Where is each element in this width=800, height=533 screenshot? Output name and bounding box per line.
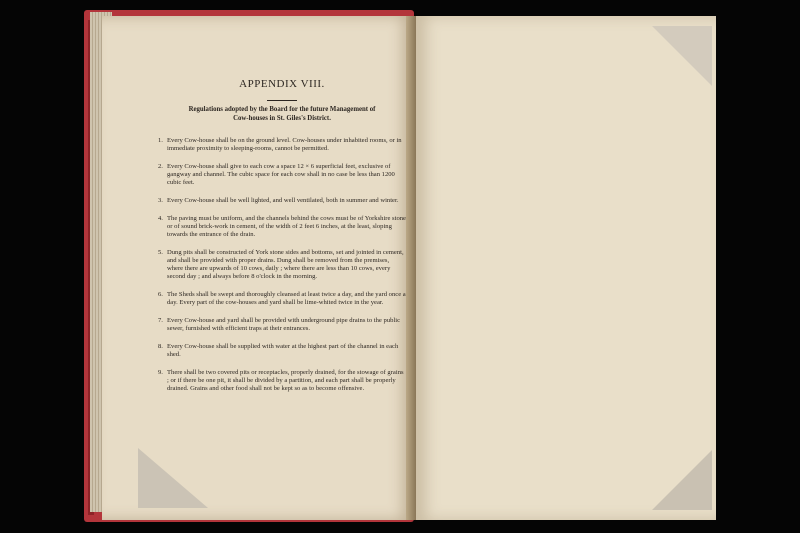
item-number: 4. xyxy=(158,215,163,222)
title-rule xyxy=(267,100,297,101)
item-number: 3. xyxy=(158,197,163,204)
item-number: 5. xyxy=(158,249,163,256)
left-page xyxy=(102,16,413,520)
regulations-list xyxy=(158,137,406,393)
list-item xyxy=(158,249,406,281)
item-text: The paving must be uniform, and the channels behind the cows must be of Yorkshire stone or of sound brick-work in cement, of the width of 2 feet 6 inches, at the least, sloping towards the entrance of the drain. xyxy=(167,215,406,238)
list-item xyxy=(158,163,406,187)
item-number: 2. xyxy=(158,163,163,170)
list-item xyxy=(158,317,406,333)
list-item xyxy=(158,197,406,205)
list-item xyxy=(158,291,406,307)
item-number: 8. xyxy=(158,343,163,350)
item-number: 7. xyxy=(158,317,163,324)
item-text: Dung pits shall be constructed of York stone sides and bottoms, set and jointed in cement, and shall be provided with proper drains. Dung shall be removed from the premises, where there are upwards of 10 cows, daily ; where there are less than 10 cows, every second day ; and always before 8 o'clock in the morning. xyxy=(167,249,404,280)
list-item xyxy=(158,137,406,153)
item-text: Every Cow-house shall be well lighted, and well ventilated, both in summer and winter. xyxy=(167,197,399,204)
page-title: APPENDIX VIII. xyxy=(239,78,325,90)
page-content xyxy=(158,78,406,403)
subtitle-line-1: Regulations adopted by the Board for the future Management of xyxy=(188,106,376,113)
photo-corner-bottom-left xyxy=(138,448,208,508)
photo-corner-bottom-right xyxy=(652,450,712,510)
subtitle-line-2: Cow-houses in St. Giles's District. xyxy=(233,115,331,122)
list-item xyxy=(158,215,406,239)
item-text: The Sheds shall be swept and thoroughly cleansed at least twice a day, and the yard once a day. Every part of the cow-houses and yard shall be lime-whited twice in the year. xyxy=(167,291,406,306)
open-book xyxy=(84,10,716,522)
photo-corner-top-right xyxy=(652,26,712,86)
list-item xyxy=(158,369,406,393)
book-gutter xyxy=(406,16,416,520)
item-text: Every Cow-house shall be supplied with water at the highest part of the channel in each shed. xyxy=(167,343,399,358)
right-page-blank xyxy=(416,16,716,520)
list-item xyxy=(158,343,406,359)
item-number: 9. xyxy=(158,369,163,376)
item-text: Every Cow-house shall be on the ground level. Cow-houses under inhabited rooms, or in immediate proximity to sleeping-rooms, cannot be permitted. xyxy=(167,137,402,152)
item-text: There shall be two covered pits or receptacles, properly drained, for the stowage of grains ; or if there be one pit, it shall be divided by a partition, and each part shall be properly drained. Grains and other food shall not be kept so as to become offensive. xyxy=(167,369,404,392)
item-number: 1. xyxy=(158,137,163,144)
item-text: Every Cow-house and yard shall be provided with underground pipe drains to the public sewer, furnished with efficient traps at their entrances. xyxy=(167,317,400,332)
page-subtitle xyxy=(158,105,406,123)
item-number: 6. xyxy=(158,291,163,298)
item-text: Every Cow-house shall give to each cow a space 12 × 6 superficial feet, exclusive of gangway and channel. The cubic space for each cow shall in no case be less than 1200 cubic feet. xyxy=(167,163,395,186)
